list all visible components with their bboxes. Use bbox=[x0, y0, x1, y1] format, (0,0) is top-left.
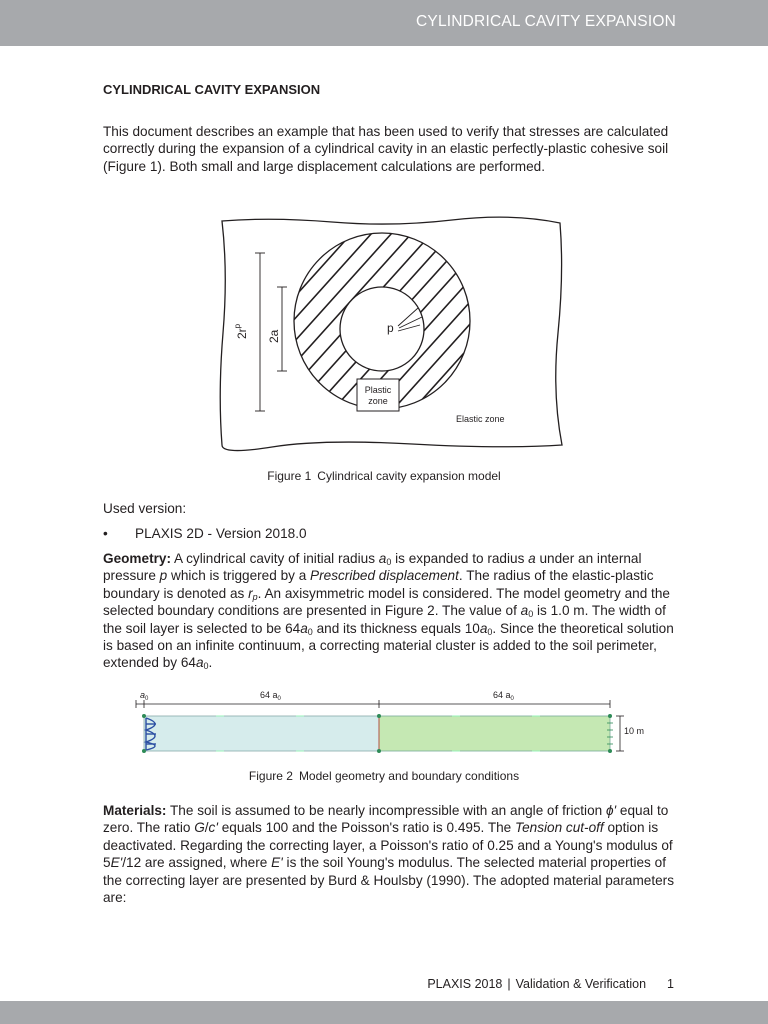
soil-layer bbox=[144, 716, 379, 751]
plastic-zone-label-line2: zone bbox=[368, 396, 388, 406]
footer: PLAXIS 2018 | Validation & Verification 1 bbox=[427, 977, 674, 991]
figure-1-caption: Figure 1 Cylindrical cavity expansion model bbox=[267, 469, 501, 483]
header-title: CYLINDRICAL CAVITY EXPANSION bbox=[416, 13, 676, 30]
plastic-zone-label-line1: Plastic bbox=[364, 385, 392, 395]
footer-product: PLAXIS 2018 bbox=[427, 977, 503, 991]
page-number: 1 bbox=[667, 977, 674, 991]
dim-64a0-left-label: 64 $a_0$ bbox=[260, 690, 281, 702]
materials-paragraph: Materials: The soil is assumed to be nearly incompressible with an angle of friction ϕ' equal to zero. The ratio G/c' equals 100 and the Poisson's ratio is 0.495. The Tension cut-off option is deactivated. Regarding the correcting layer, a Poisson's ratio of 0.25 and a Young's modulus of 5E'/12 are assigned, where E' is the soil Young's modulus. The selected material properties of the correcting layer are presented by Burd & Houlsby (1990). The adopted material parameters are: bbox=[103, 803, 674, 906]
dim-a0-label: $a_0$ bbox=[140, 690, 149, 702]
dim-10m-label: 10 m bbox=[624, 726, 645, 736]
footer-bar bbox=[0, 1001, 768, 1024]
document-heading: CYLINDRICAL CAVITY EXPANSION bbox=[103, 82, 321, 97]
used-version-item: • PLAXIS 2D - Version 2018.0 bbox=[103, 526, 307, 541]
figure-1-cavity-diagram bbox=[212, 213, 572, 461]
correcting-layer bbox=[379, 716, 610, 751]
figure-2-caption: Figure 2 Model geometry and boundary conditions bbox=[248, 769, 520, 783]
label-2a: 2a bbox=[267, 329, 281, 343]
cavity-circle bbox=[340, 287, 424, 371]
geometry-paragraph: Geometry: A cylindrical cavity of initial radius $a_0$ is expanded to radius a under an internal pressure p which is triggered by a Prescribed displacement. The radius of the elastic-plastic boundary is denoted as $r_p$. An axisymmetric model is considered. The model geometry and the selected boundary conditions are presented in Figure 2. The value of $a_0$ is 1.0 m. The width of the soil layer is selected to be $64a_0$ and its thickness equals $10a_0$. Since the theoretical solution is based on an infinite continuum, a correcting material cluster is added to the soil perimeter, extended by $64a_0$. bbox=[103, 551, 674, 672]
elastic-zone-label: Elastic zone bbox=[456, 414, 505, 424]
footer-section: Validation & Verification bbox=[515, 977, 647, 991]
label-2rp: $2r^p$ bbox=[233, 323, 249, 339]
intro-paragraph: This document describes an example that has been used to verify that stresses are calculated correctly during the expansion of a cylindrical cavity in an elastic perfectly-plastic cohesive soil (Figure 1). Both small and large displacement calculations are performed. bbox=[103, 124, 669, 174]
used-version-label: Used version: bbox=[103, 501, 187, 516]
pressure-label: p bbox=[387, 321, 394, 335]
figure-2-model-geometry bbox=[130, 685, 650, 765]
dim-64a0-right-label: 64 $a_0$ bbox=[493, 690, 514, 702]
plastic-zone-label-box bbox=[357, 379, 399, 411]
